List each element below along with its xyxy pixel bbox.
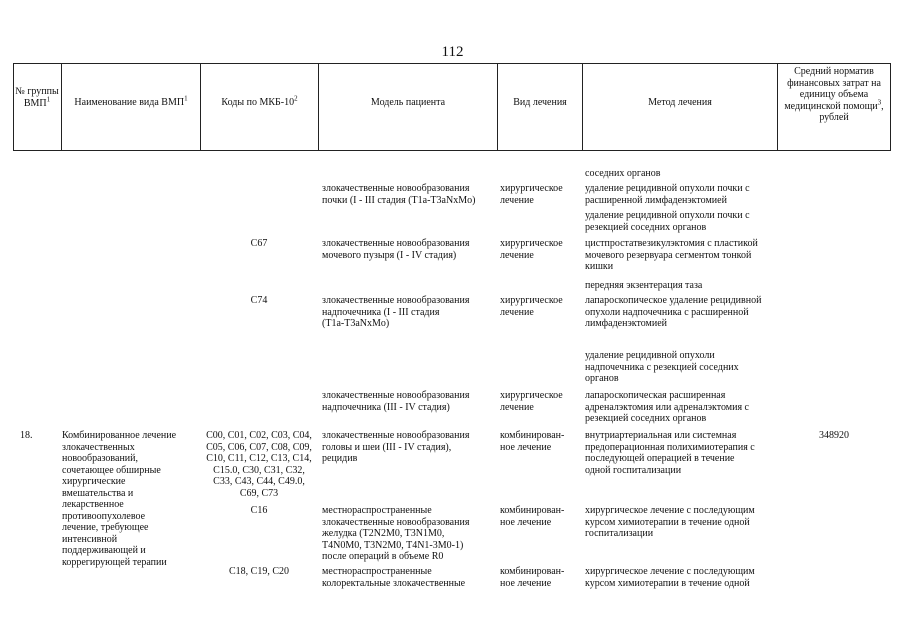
patient-model-cell: надпочечника (I - III стадия	[322, 306, 440, 318]
treatment-type-cell: хирургическое	[500, 238, 563, 249]
vmp-name-cell: коррегирующей терапии	[62, 556, 167, 568]
treatment-method-cell: курсом химиотерапии в течение одной	[585, 516, 750, 528]
treatment-type-cell: лечение	[500, 401, 534, 413]
icd-code-cell: C18, C19, C20	[228, 566, 289, 577]
treatment-method-cell: предоперационная полихимиотерапия с	[585, 441, 755, 453]
patient-model-cell: злокачественные новообразования	[322, 238, 470, 249]
treatment-type-cell: ное лечение	[500, 577, 552, 589]
treatment-type-cell: комбинирован-	[500, 430, 565, 441]
treatment-method-cell: цистпростатвезикулэктомия с пластикой	[585, 238, 758, 249]
treatment-method-cell: соседних органов	[585, 168, 661, 179]
header-average-cost: Средний норматив финансовых затрат на единицу объема медицинской помощи$^3$, рублей	[784, 66, 884, 123]
treatment-method-cell: резекцией соседних органов	[585, 221, 707, 233]
icd-code-cell: C15.0, C30, C31, C32,	[213, 464, 305, 476]
treatment-type-cell: ное лечение	[500, 516, 552, 528]
patient-model-cell: местнораспространенные	[322, 566, 432, 577]
treatment-method-cell: расширенной лимфаденэктомией	[585, 194, 727, 206]
patient-model-cell: (T1a-T3aNxMo)	[322, 318, 390, 329]
vmp-name-cell: хирургические	[62, 476, 126, 487]
patient-model-cell: злокачественные новообразования	[322, 516, 470, 528]
treatment-type-cell: хирургическое	[500, 295, 563, 306]
patient-model-cell: местнораспространенные	[322, 505, 432, 516]
group-number-cell: 18.	[20, 430, 33, 441]
patient-model-cell: злокачественные новообразования	[322, 183, 470, 194]
icd-code-cell: C00, C01, C02, C03, C04,	[206, 430, 312, 441]
treatment-method-cell: лапароскопическое удаление рецидивной	[585, 295, 762, 306]
treatment-type-cell: хирургическое	[500, 183, 563, 194]
header-icd-codes: Коды по МКБ-$10^2$	[221, 94, 298, 108]
treatment-method-cell: удаление рецидивной опухоли	[585, 350, 715, 361]
treatment-type-cell: лечение	[500, 249, 534, 261]
treatment-method-cell: передняя экзентерация таза	[585, 280, 703, 291]
patient-model-cell: злокачественные новообразования	[322, 390, 470, 401]
treatment-method-cell: адреналэктомия или адреналэктомия с	[585, 401, 749, 413]
treatment-type-cell: ное лечение	[500, 441, 552, 453]
vmp-name-cell: вмешательства и	[62, 487, 134, 499]
header-vmp-name: Наименование вида ВМП$^1$	[74, 94, 188, 108]
treatment-method-cell: кишки	[585, 261, 614, 272]
header-treatment-method: Метод лечения	[648, 97, 712, 108]
average-cost-cell: 348920	[819, 430, 849, 441]
patient-model-cell: мочевого пузыря (I - IV стадия)	[322, 249, 457, 261]
icd-code-cell: C05, C06, C07, C08, C09,	[206, 441, 312, 453]
header-patient-model: Модель пациента	[370, 97, 446, 108]
vmp-name-cell: лечение, требующее	[62, 522, 149, 533]
patient-model-cell: рецидив	[322, 453, 358, 464]
vmp-name-cell: поддерживающей и	[62, 545, 146, 556]
treatment-method-cell: удаление рецидивной опухоли почки с	[585, 210, 750, 221]
treatment-method-cell: органов	[585, 373, 619, 384]
icd-code-cell: C10, C11, C12, C13, C14,	[206, 453, 312, 464]
treatment-method-cell: последующей операцией в течение	[585, 453, 735, 464]
column-divider	[777, 63, 778, 151]
header-bottom-rule	[13, 150, 891, 151]
patient-model-cell: злокачественные новообразования	[322, 430, 470, 441]
patient-model-cell: злокачественные новообразования	[322, 295, 470, 306]
vmp-name-cell: сочетающее обширные	[62, 464, 161, 476]
icd-code-cell: C69, C73	[239, 487, 279, 499]
patient-model-cell: желудка (T2N2M0, T3N1M0,	[322, 528, 445, 539]
vmp-name-cell: Комбинированное лечение	[62, 430, 177, 441]
patient-model-cell: T4N0M0, T3N2M0, T4N1-3M0-1)	[322, 539, 464, 551]
patient-model-cell: почки (I - III стадия (T1a-T3aNxMo)	[322, 194, 476, 206]
treatment-type-cell: комбинирован-	[500, 505, 565, 516]
treatment-method-cell: госпитализации	[585, 528, 654, 539]
vmp-name-cell: новообразований,	[62, 453, 139, 464]
treatment-method-cell: хирургическое лечение с последующим	[585, 505, 755, 516]
icd-code-cell: C67	[250, 238, 268, 249]
treatment-method-cell: удаление рецидивной опухоли почки с	[585, 183, 750, 194]
treatment-type-cell: лечение	[500, 306, 534, 318]
header-group-number: № группы ВМП$^1$	[15, 86, 59, 109]
icd-code-cell: C16	[250, 505, 268, 516]
icd-code-cell: C33, C43, C44, C49.0,	[213, 476, 305, 487]
vmp-name-cell: противоопухолевое	[62, 510, 146, 522]
table-top-rule	[13, 63, 891, 64]
vmp-name-cell: интенсивной	[62, 533, 118, 545]
treatment-type-cell: комбинирован-	[500, 566, 565, 577]
patient-model-cell: колоректальные злокачественные	[322, 577, 466, 589]
treatment-method-cell: курсом химиотерапии в течение одной	[585, 577, 750, 589]
patient-model-cell: головы и шеи (III - IV стадия),	[322, 441, 452, 453]
treatment-method-cell: опухоли надпочечника с расширенной	[585, 306, 749, 318]
header-treatment-type: Вид лечения	[513, 97, 567, 108]
icd-code-cell: C74	[250, 295, 268, 306]
treatment-method-cell: лимфаденэктомией	[585, 318, 668, 329]
vmp-name-cell: злокачественных	[62, 441, 135, 453]
treatment-method-cell: внутриартериальная или системная	[585, 430, 737, 441]
column-divider	[890, 63, 891, 151]
vmp-name-cell: лекарственное	[62, 499, 124, 510]
treatment-type-cell: хирургическое	[500, 390, 563, 401]
treatment-method-cell: надпочечника с резекцией соседних	[585, 361, 739, 373]
treatment-method-cell: одной госпитализации	[585, 464, 682, 476]
patient-model-cell: после операций в объеме R0	[322, 551, 444, 562]
patient-model-cell: надпочечника (III - IV стадия)	[322, 401, 450, 413]
treatment-method-cell: мочевого резервуара сегментом тонкой	[585, 249, 752, 261]
treatment-method-cell: лапароскопическая расширенная	[585, 390, 726, 401]
treatment-method-cell: резекцией соседних органов	[585, 413, 707, 424]
page-number: 112	[441, 44, 464, 60]
treatment-method-cell: хирургическое лечение с последующим	[585, 566, 755, 577]
treatment-type-cell: лечение	[500, 194, 534, 206]
